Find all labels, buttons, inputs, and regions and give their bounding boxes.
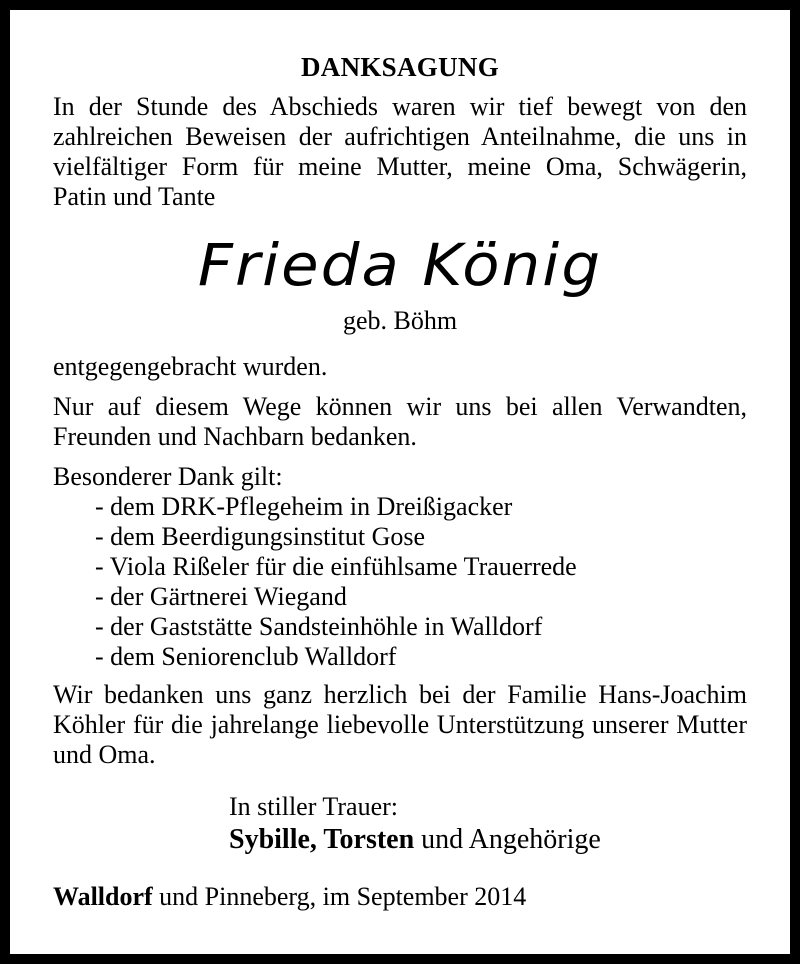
- birth-name: geb. Böhm: [342, 306, 458, 335]
- thanks-item: - Viola Rißeler für die einfühlsame Trauerrede: [95, 552, 577, 581]
- mourners-rest: und Angehörige: [414, 824, 601, 855]
- mourning-line: In stiller Trauer:: [229, 792, 398, 821]
- thanks-item: - dem Beerdigungsinstitut Gose: [95, 522, 426, 551]
- mourners: [229, 822, 747, 858]
- notice-title: DANKSAGUNG: [300, 52, 499, 82]
- thanks-item: - der Gärtnerei Wiegand: [95, 582, 347, 611]
- deceased-name: Frieda König: [197, 231, 603, 299]
- mourners-names: Sybille, Torsten: [229, 824, 415, 855]
- special-thanks-list: [53, 492, 747, 672]
- thanks-item: - der Gaststätte Sandsteinhöhle in Walldorf: [95, 612, 543, 641]
- obituary-notice: [53, 50, 747, 912]
- intro-paragraph: In der Stunde des Abschieds waren wir tief bewegt von den zahlreichen Beweisen der aufrichtigen Anteilnahme, die uns in vielfältiger Form für meine Mutter, meine Oma, Schwägerin, Patin und Tante: [53, 92, 747, 211]
- family-paragraph: Wir bedanken uns ganz herzlich bei der Familie Hans-Joachim Köhler für die jahrelange liebevolle Unterstützung unserer Mutter und Oma.: [53, 680, 747, 769]
- place-date: [53, 882, 747, 912]
- thanks-item: - dem DRK-Pflegeheim in Dreißigacker: [95, 492, 513, 521]
- special-thanks-heading: Besonderer Dank gilt:: [53, 462, 283, 491]
- place-date-rest: und Pinneberg, im September 2014: [152, 882, 527, 911]
- intro-end: entgegengebracht wurden.: [53, 352, 328, 381]
- relatives-paragraph: Nur auf diesem Wege können wir uns bei allen Verwandten, Freunden und Nachbarn bedanken.: [53, 392, 747, 451]
- thanks-item: - dem Seniorenclub Walldorf: [95, 642, 397, 671]
- signature-block: [229, 792, 747, 858]
- place-name: Walldorf: [53, 882, 153, 911]
